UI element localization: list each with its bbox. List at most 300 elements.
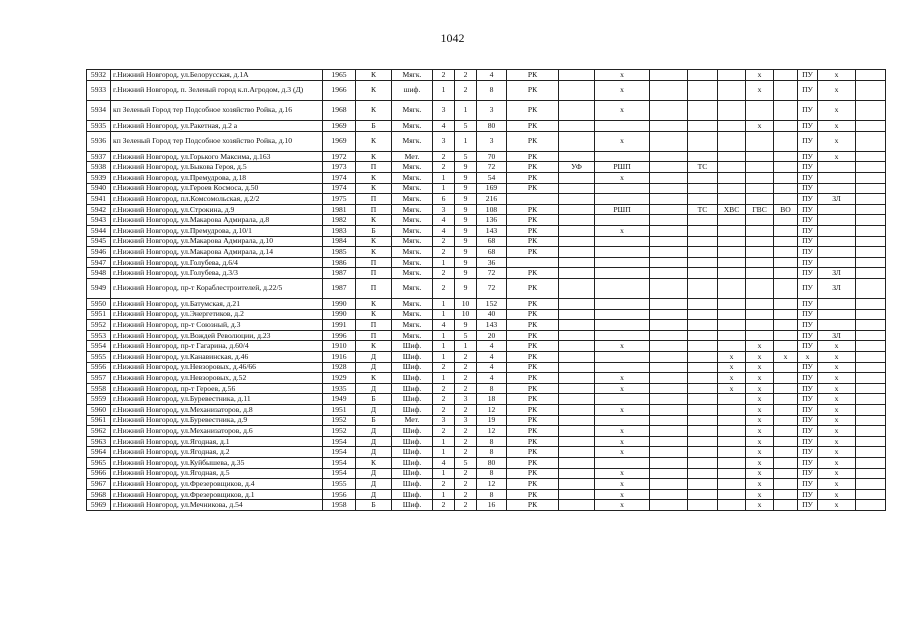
year-cell: 1985 bbox=[323, 247, 356, 258]
rk-cell: РК bbox=[507, 415, 559, 426]
year-cell: 1987 bbox=[323, 268, 356, 279]
work-column-c11-cell: х bbox=[595, 436, 650, 447]
wall-material-cell: Д bbox=[356, 352, 392, 363]
table-row bbox=[87, 236, 886, 247]
work-column-c16-cell bbox=[774, 172, 798, 183]
work-column-c15-cell: х bbox=[746, 362, 774, 373]
entrance-count-cell: 9 bbox=[455, 247, 477, 258]
roof-type-cell: Мягк. bbox=[392, 278, 433, 298]
work-column-c10-cell bbox=[559, 447, 595, 458]
work-column-c15-cell bbox=[746, 257, 774, 268]
row-number-cell: 5950 bbox=[87, 299, 111, 310]
work-column-c12-cell bbox=[650, 352, 688, 363]
wall-material-cell: П bbox=[356, 194, 392, 205]
table-row bbox=[87, 489, 886, 500]
floor-count-cell: 1 bbox=[433, 80, 455, 100]
work-column-c10-cell bbox=[559, 194, 595, 205]
address-cell: г.Нижний Новгород, ул.Ягодная, д.2 bbox=[111, 447, 323, 458]
row-number-cell: 5937 bbox=[87, 151, 111, 162]
floor-count-cell: 2 bbox=[433, 405, 455, 416]
work-column-c16-cell bbox=[774, 330, 798, 341]
apartment-count-cell: 3 bbox=[477, 131, 507, 151]
work-column-c16-cell bbox=[774, 80, 798, 100]
work-column-c11-cell: х bbox=[595, 468, 650, 479]
work-column-c15-cell bbox=[746, 299, 774, 310]
work-column-c12-cell bbox=[650, 320, 688, 331]
table-row bbox=[87, 341, 886, 352]
address-cell: г.Нижний Новгород, пр-т Кораблестроителей, д.22/5 bbox=[111, 278, 323, 298]
work-column-c15-cell: ГВС bbox=[746, 204, 774, 215]
entrance-count-cell: 9 bbox=[455, 172, 477, 183]
work-column-c13-cell bbox=[688, 489, 718, 500]
work-column-c10-cell bbox=[559, 330, 595, 341]
work-column-c10-cell bbox=[559, 383, 595, 394]
work-column-c17-cell: ПУ bbox=[798, 162, 818, 173]
year-cell: 1987 bbox=[323, 278, 356, 298]
work-column-c11-cell: х bbox=[595, 373, 650, 384]
entrance-count-cell: 2 bbox=[455, 352, 477, 363]
blank-cell bbox=[856, 268, 886, 279]
blank-cell bbox=[856, 183, 886, 194]
row-number-cell: 5967 bbox=[87, 479, 111, 490]
row-number-cell: 5969 bbox=[87, 500, 111, 511]
work-column-c16-cell bbox=[774, 162, 798, 173]
roof-type-cell: Шиф. bbox=[392, 468, 433, 479]
work-column-c11-cell: х bbox=[595, 447, 650, 458]
row-number-cell: 5962 bbox=[87, 426, 111, 437]
wall-material-cell: П bbox=[356, 278, 392, 298]
address-cell: г.Нижний Новгород, ул.Вождей Революции, д.23 bbox=[111, 330, 323, 341]
work-column-c11-cell: РШП bbox=[595, 204, 650, 215]
work-column-c13-cell bbox=[688, 383, 718, 394]
work-column-c17-cell: ПУ bbox=[798, 436, 818, 447]
work-column-c18-cell: х bbox=[818, 436, 856, 447]
work-column-c17-cell: ПУ bbox=[798, 183, 818, 194]
row-number-cell: 5951 bbox=[87, 309, 111, 320]
table-row bbox=[87, 405, 886, 416]
work-column-c13-cell bbox=[688, 447, 718, 458]
address-cell: г.Нижний Новгород, ул.Невзоровых, д.52 bbox=[111, 373, 323, 384]
work-column-c11-cell bbox=[595, 151, 650, 162]
work-column-c17-cell: ПУ bbox=[798, 268, 818, 279]
work-column-c14-cell bbox=[718, 479, 746, 490]
work-column-c13-cell bbox=[688, 362, 718, 373]
work-column-c18-cell: х bbox=[818, 489, 856, 500]
roof-type-cell: Шиф. bbox=[392, 500, 433, 511]
wall-material-cell: К bbox=[356, 236, 392, 247]
work-column-c15-cell bbox=[746, 309, 774, 320]
work-column-c14-cell bbox=[718, 500, 746, 511]
wall-material-cell: Д bbox=[356, 383, 392, 394]
blank-cell bbox=[856, 120, 886, 131]
wall-material-cell: К bbox=[356, 309, 392, 320]
work-column-c17-cell: ПУ bbox=[798, 489, 818, 500]
work-column-c15-cell: х bbox=[746, 426, 774, 437]
work-column-c10-cell bbox=[559, 299, 595, 310]
work-column-c14-cell bbox=[718, 330, 746, 341]
blank-cell bbox=[856, 236, 886, 247]
year-cell: 1974 bbox=[323, 183, 356, 194]
table-row bbox=[87, 415, 886, 426]
work-column-c16-cell: х bbox=[774, 352, 798, 363]
work-column-c14-cell bbox=[718, 194, 746, 205]
blank-cell bbox=[856, 194, 886, 205]
address-cell: г.Нижний Новгород, пр-т Гагарина, д.60/4 bbox=[111, 341, 323, 352]
address-cell: г.Нижний Новгород, п. Зеленый город к.п.Агродом, д.3 (Д) bbox=[111, 80, 323, 100]
work-column-c18-cell: х bbox=[818, 120, 856, 131]
work-column-c13-cell bbox=[688, 70, 718, 81]
work-column-c11-cell: х bbox=[595, 479, 650, 490]
rk-cell: РК bbox=[507, 162, 559, 173]
year-cell: 1935 bbox=[323, 383, 356, 394]
work-column-c18-cell: х bbox=[818, 415, 856, 426]
work-column-c10-cell bbox=[559, 247, 595, 258]
work-column-c16-cell bbox=[774, 299, 798, 310]
entrance-count-cell: 2 bbox=[455, 80, 477, 100]
entrance-count-cell: 10 bbox=[455, 309, 477, 320]
rk-cell: РК bbox=[507, 70, 559, 81]
entrance-count-cell: 9 bbox=[455, 225, 477, 236]
blank-cell bbox=[856, 278, 886, 298]
work-column-c14-cell bbox=[718, 436, 746, 447]
work-column-c14-cell bbox=[718, 172, 746, 183]
row-number-cell: 5960 bbox=[87, 405, 111, 416]
work-column-c15-cell bbox=[746, 162, 774, 173]
apartment-count-cell: 8 bbox=[477, 436, 507, 447]
row-number-cell: 5946 bbox=[87, 247, 111, 258]
work-column-c17-cell: ПУ bbox=[798, 447, 818, 458]
address-cell: г.Нижний Новгород, ул.Макарова Адмирала, д.14 bbox=[111, 247, 323, 258]
work-column-c11-cell: х bbox=[595, 172, 650, 183]
entrance-count-cell: 9 bbox=[455, 236, 477, 247]
year-cell: 1954 bbox=[323, 457, 356, 468]
work-column-c13-cell bbox=[688, 479, 718, 490]
blank-cell bbox=[856, 330, 886, 341]
rk-cell: РК bbox=[507, 278, 559, 298]
apartment-count-cell: 143 bbox=[477, 225, 507, 236]
apartment-count-cell: 216 bbox=[477, 194, 507, 205]
work-column-c18-cell: х bbox=[818, 405, 856, 416]
address-cell: г.Нижний Новгород, ул.Белорусская, д.1А bbox=[111, 70, 323, 81]
rk-cell: РК bbox=[507, 457, 559, 468]
work-column-c18-cell: х bbox=[818, 80, 856, 100]
work-column-c13-cell bbox=[688, 457, 718, 468]
table-row bbox=[87, 268, 886, 279]
apartment-count-cell: 20 bbox=[477, 330, 507, 341]
work-column-c10-cell bbox=[559, 341, 595, 352]
work-column-c11-cell bbox=[595, 394, 650, 405]
work-column-c13-cell bbox=[688, 436, 718, 447]
address-cell: г.Нижний Новгород, ул.Премудрова, д.10/1 bbox=[111, 225, 323, 236]
work-column-c14-cell bbox=[718, 405, 746, 416]
roof-type-cell: Мет. bbox=[392, 415, 433, 426]
work-column-c17-cell: ПУ bbox=[798, 330, 818, 341]
work-column-c12-cell bbox=[650, 80, 688, 100]
wall-material-cell: Д bbox=[356, 426, 392, 437]
work-column-c14-cell bbox=[718, 131, 746, 151]
work-column-c10-cell bbox=[559, 236, 595, 247]
work-column-c17-cell: ПУ bbox=[798, 383, 818, 394]
table-row bbox=[87, 120, 886, 131]
housing-table bbox=[86, 69, 886, 511]
address-cell: г.Нижний Новгород, ул.Канавинская, д.46 bbox=[111, 352, 323, 363]
address-cell: г.Нижний Новгород, ул.Ракетная, д.2 а bbox=[111, 120, 323, 131]
apartment-count-cell: 143 bbox=[477, 320, 507, 331]
floor-count-cell: 2 bbox=[433, 394, 455, 405]
work-column-c13-cell bbox=[688, 257, 718, 268]
work-column-c16-cell bbox=[774, 320, 798, 331]
work-column-c17-cell: ПУ bbox=[798, 362, 818, 373]
work-column-c13-cell bbox=[688, 236, 718, 247]
apartment-count-cell: 3 bbox=[477, 100, 507, 120]
work-column-c12-cell bbox=[650, 215, 688, 226]
work-column-c11-cell bbox=[595, 415, 650, 426]
work-column-c10-cell bbox=[559, 80, 595, 100]
blank-cell bbox=[856, 80, 886, 100]
work-column-c17-cell: ПУ bbox=[798, 204, 818, 215]
work-column-c15-cell bbox=[746, 330, 774, 341]
table-row bbox=[87, 172, 886, 183]
year-cell: 1973 bbox=[323, 162, 356, 173]
roof-type-cell: Шиф. bbox=[392, 405, 433, 416]
floor-count-cell: 2 bbox=[433, 479, 455, 490]
table-row bbox=[87, 426, 886, 437]
address-cell: г.Нижний Новгород, ул.Механизаторов, д.6 bbox=[111, 426, 323, 437]
work-column-c17-cell: х bbox=[798, 352, 818, 363]
work-column-c10-cell bbox=[559, 489, 595, 500]
rk-cell: РК bbox=[507, 309, 559, 320]
entrance-count-cell: 9 bbox=[455, 204, 477, 215]
work-column-c16-cell bbox=[774, 183, 798, 194]
address-cell: г.Нижний Новгород, ул.Мечникова, д.54 bbox=[111, 500, 323, 511]
work-column-c13-cell bbox=[688, 394, 718, 405]
work-column-c12-cell bbox=[650, 426, 688, 437]
year-cell: 1972 bbox=[323, 151, 356, 162]
work-column-c12-cell bbox=[650, 194, 688, 205]
work-column-c15-cell: х bbox=[746, 80, 774, 100]
work-column-c17-cell: ПУ bbox=[798, 426, 818, 437]
floor-count-cell: 2 bbox=[433, 383, 455, 394]
address-cell: г.Нижний Новгород, пр-т Героев, д.56 bbox=[111, 383, 323, 394]
rk-cell: РК bbox=[507, 383, 559, 394]
wall-material-cell: Б bbox=[356, 500, 392, 511]
rk-cell: РК bbox=[507, 352, 559, 363]
work-column-c12-cell bbox=[650, 100, 688, 120]
year-cell: 1910 bbox=[323, 341, 356, 352]
year-cell: 1968 bbox=[323, 100, 356, 120]
table-row bbox=[87, 479, 886, 490]
rk-cell: РК bbox=[507, 373, 559, 384]
row-number-cell: 5963 bbox=[87, 436, 111, 447]
apartment-count-cell: 152 bbox=[477, 299, 507, 310]
work-column-c10-cell bbox=[559, 394, 595, 405]
work-column-c14-cell bbox=[718, 394, 746, 405]
work-column-c14-cell bbox=[718, 278, 746, 298]
year-cell: 1949 bbox=[323, 394, 356, 405]
work-column-c18-cell bbox=[818, 172, 856, 183]
work-column-c18-cell bbox=[818, 247, 856, 258]
work-column-c13-cell bbox=[688, 309, 718, 320]
work-column-c10-cell bbox=[559, 131, 595, 151]
floor-count-cell: 1 bbox=[433, 352, 455, 363]
rk-cell: РК bbox=[507, 100, 559, 120]
work-column-c12-cell bbox=[650, 236, 688, 247]
floor-count-cell: 4 bbox=[433, 320, 455, 331]
work-column-c18-cell: х bbox=[818, 383, 856, 394]
year-cell: 1952 bbox=[323, 426, 356, 437]
table-row bbox=[87, 257, 886, 268]
address-cell: г.Нижний Новгород, ул.Голубева, д.6/4 bbox=[111, 257, 323, 268]
floor-count-cell: 2 bbox=[433, 236, 455, 247]
apartment-count-cell: 70 bbox=[477, 151, 507, 162]
work-column-c17-cell: ПУ bbox=[798, 172, 818, 183]
work-column-c12-cell bbox=[650, 489, 688, 500]
address-cell: г.Нижний Новгород, ул.Куйбышева, д.35 bbox=[111, 457, 323, 468]
work-column-c11-cell bbox=[595, 309, 650, 320]
row-number-cell: 5968 bbox=[87, 489, 111, 500]
work-column-c18-cell bbox=[818, 320, 856, 331]
blank-cell bbox=[856, 225, 886, 236]
entrance-count-cell: 2 bbox=[455, 405, 477, 416]
work-column-c14-cell: х bbox=[718, 373, 746, 384]
wall-material-cell: К bbox=[356, 100, 392, 120]
wall-material-cell: К bbox=[356, 373, 392, 384]
blank-cell bbox=[856, 479, 886, 490]
work-column-c10-cell bbox=[559, 70, 595, 81]
work-column-c14-cell: х bbox=[718, 352, 746, 363]
work-column-c12-cell bbox=[650, 172, 688, 183]
work-column-c11-cell bbox=[595, 236, 650, 247]
work-column-c11-cell bbox=[595, 278, 650, 298]
work-column-c16-cell bbox=[774, 151, 798, 162]
entrance-count-cell: 2 bbox=[455, 70, 477, 81]
work-column-c12-cell bbox=[650, 383, 688, 394]
blank-cell bbox=[856, 162, 886, 173]
work-column-c15-cell: х bbox=[746, 415, 774, 426]
floor-count-cell: 6 bbox=[433, 194, 455, 205]
year-cell: 1929 bbox=[323, 373, 356, 384]
apartment-count-cell: 8 bbox=[477, 447, 507, 458]
work-column-c17-cell: ПУ bbox=[798, 247, 818, 258]
rk-cell: РК bbox=[507, 479, 559, 490]
work-column-c10-cell bbox=[559, 268, 595, 279]
rk-cell: РК bbox=[507, 225, 559, 236]
work-column-c11-cell: х bbox=[595, 131, 650, 151]
work-column-c16-cell bbox=[774, 373, 798, 384]
work-column-c12-cell bbox=[650, 151, 688, 162]
work-column-c10-cell: УФ bbox=[559, 162, 595, 173]
floor-count-cell: 1 bbox=[433, 257, 455, 268]
address-cell: г.Нижний Новгород, ул.Героев Космоса, д.50 bbox=[111, 183, 323, 194]
floor-count-cell: 2 bbox=[433, 500, 455, 511]
year-cell: 1965 bbox=[323, 70, 356, 81]
row-number-cell: 5935 bbox=[87, 120, 111, 131]
table-row bbox=[87, 151, 886, 162]
wall-material-cell: К bbox=[356, 299, 392, 310]
work-column-c11-cell bbox=[595, 299, 650, 310]
roof-type-cell: Шиф. bbox=[392, 489, 433, 500]
work-column-c10-cell bbox=[559, 479, 595, 490]
work-column-c15-cell bbox=[746, 247, 774, 258]
apartment-count-cell: 108 bbox=[477, 204, 507, 215]
work-column-c18-cell bbox=[818, 257, 856, 268]
year-cell: 1982 bbox=[323, 215, 356, 226]
work-column-c15-cell bbox=[746, 278, 774, 298]
work-column-c10-cell bbox=[559, 225, 595, 236]
entrance-count-cell: 9 bbox=[455, 194, 477, 205]
wall-material-cell: Д bbox=[356, 436, 392, 447]
wall-material-cell: Б bbox=[356, 120, 392, 131]
work-column-c10-cell bbox=[559, 320, 595, 331]
work-column-c18-cell bbox=[818, 236, 856, 247]
work-column-c18-cell bbox=[818, 215, 856, 226]
year-cell: 1966 bbox=[323, 80, 356, 100]
work-column-c16-cell bbox=[774, 309, 798, 320]
work-column-c15-cell: х bbox=[746, 457, 774, 468]
work-column-c12-cell bbox=[650, 247, 688, 258]
work-column-c18-cell: х bbox=[818, 500, 856, 511]
work-column-c15-cell: х bbox=[746, 468, 774, 479]
apartment-count-cell: 54 bbox=[477, 172, 507, 183]
work-column-c18-cell: ЗЛ bbox=[818, 278, 856, 298]
apartment-count-cell: 4 bbox=[477, 352, 507, 363]
entrance-count-cell: 5 bbox=[455, 457, 477, 468]
roof-type-cell: Шиф. bbox=[392, 479, 433, 490]
year-cell: 1984 bbox=[323, 236, 356, 247]
work-column-c18-cell: х bbox=[818, 457, 856, 468]
work-column-c12-cell bbox=[650, 131, 688, 151]
work-column-c13-cell bbox=[688, 80, 718, 100]
roof-type-cell: Мягк. bbox=[392, 204, 433, 215]
roof-type-cell: Мет. bbox=[392, 151, 433, 162]
blank-cell bbox=[856, 100, 886, 120]
apartment-count-cell: 12 bbox=[477, 479, 507, 490]
work-column-c18-cell: х bbox=[818, 447, 856, 458]
roof-type-cell: Мягк. bbox=[392, 100, 433, 120]
row-number-cell: 5956 bbox=[87, 362, 111, 373]
work-column-c12-cell bbox=[650, 415, 688, 426]
rk-cell: РК bbox=[507, 120, 559, 131]
floor-count-cell: 4 bbox=[433, 120, 455, 131]
address-cell: г.Нижний Новгород, ул.Строкина, д.9 bbox=[111, 204, 323, 215]
work-column-c17-cell: ПУ bbox=[798, 278, 818, 298]
floor-count-cell: 1 bbox=[433, 299, 455, 310]
wall-material-cell: П bbox=[356, 204, 392, 215]
work-column-c11-cell bbox=[595, 330, 650, 341]
work-column-c10-cell bbox=[559, 309, 595, 320]
apartment-count-cell: 72 bbox=[477, 278, 507, 298]
rk-cell: РК bbox=[507, 405, 559, 416]
work-column-c11-cell: х bbox=[595, 100, 650, 120]
wall-material-cell: П bbox=[356, 257, 392, 268]
rk-cell: РК bbox=[507, 299, 559, 310]
entrance-count-cell: 9 bbox=[455, 278, 477, 298]
work-column-c12-cell bbox=[650, 362, 688, 373]
work-column-c13-cell bbox=[688, 215, 718, 226]
blank-cell bbox=[856, 204, 886, 215]
entrance-count-cell: 2 bbox=[455, 436, 477, 447]
work-column-c15-cell: х bbox=[746, 70, 774, 81]
work-column-c16-cell bbox=[774, 394, 798, 405]
row-number-cell: 5936 bbox=[87, 131, 111, 151]
apartment-count-cell: 136 bbox=[477, 215, 507, 226]
roof-type-cell: Мягк. bbox=[392, 236, 433, 247]
table-row bbox=[87, 194, 886, 205]
work-column-c17-cell: ПУ bbox=[798, 394, 818, 405]
floor-count-cell: 3 bbox=[433, 204, 455, 215]
rk-cell: РК bbox=[507, 447, 559, 458]
work-column-c14-cell bbox=[718, 268, 746, 279]
